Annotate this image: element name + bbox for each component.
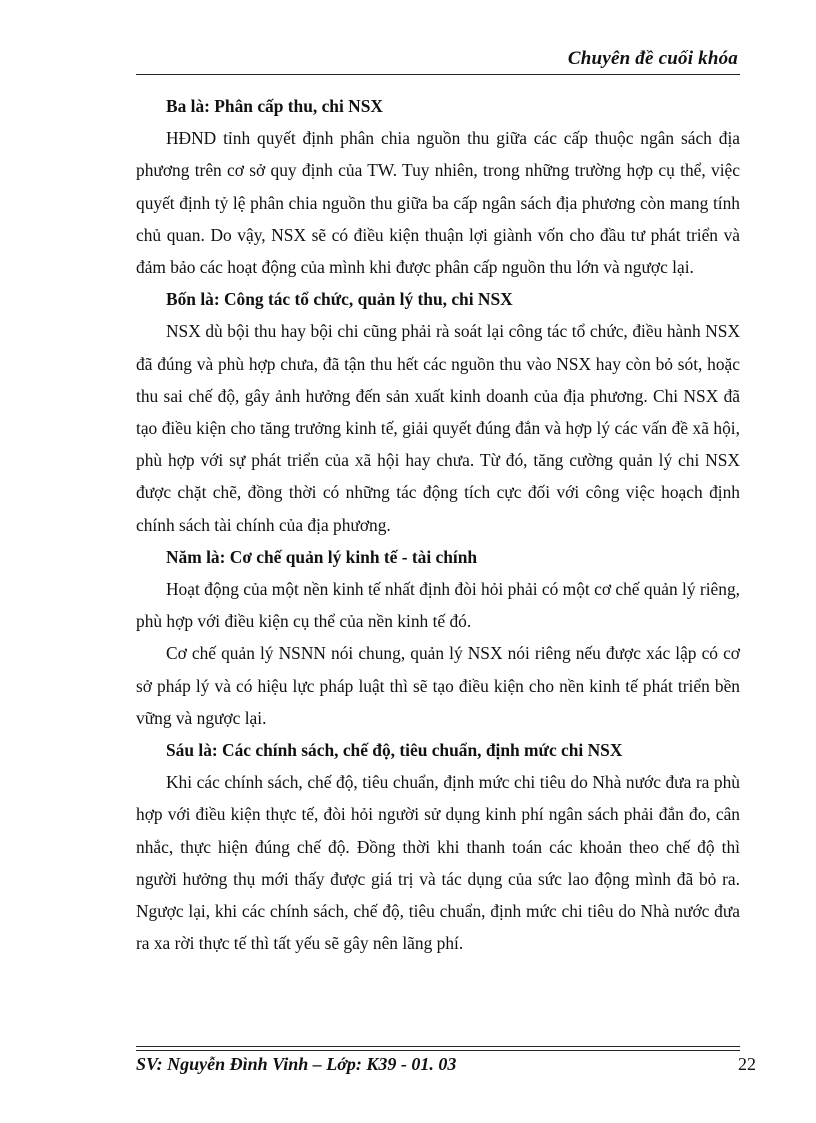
footer-author: SV: Nguyễn Đình Vinh – Lớp: K39 - 01. 03 (136, 1054, 457, 1074)
paragraph-organization-management: NSX dù bội thu hay bội chi cũng phải rà soát lại công tác tổ chức, điều hành NSX đã đúng và phù hợp chưa, đã tận thu hết các nguồn thu vào NSX hay còn bỏ sót, hoặc thu sai chế độ, gây ảnh hưởng đến sản xuất kinh doanh của địa phương. Chi NSX đã tạo điều kiện cho tăng trưởng kinh tế, giải quyết đúng đắn và hợp lý các vấn đề xã hội, phù hợp với sự phát triển của xã hội hay chưa. Từ đó, tăng cường quản lý chi NSX được chặt chẽ, đồng thời có những tác động tích cực đối với công việc hoạch định chính sách tài chính của địa phương. (136, 321, 740, 535)
paragraph-budget-mechanism: Cơ chế quản lý NSNN nói chung, quản lý NSX nói riêng nếu được xác lập có cơ sở pháp lý và có hiệu lực pháp luật thì sẽ tạo điều kiện cho nền kinh tế phát triển bền vững và ngược lại. (136, 643, 740, 728)
paragraph-revenue-allocation: HĐND tỉnh quyết định phân chia nguồn thu giữa các cấp thuộc ngân sách địa phương trên cơ sở quy định của TW. Tuy nhiên, trong những trường hợp cụ thể, việc quyết định tỷ lệ phân chia nguồn thu giữa ba cấp ngân sách địa phương còn mang tính chủ quan. Do vậy, NSX sẽ có điều kiện thuận lợi giành vốn cho đầu tư phát triển và đảm bảo các hoạt động của mình khi được phân cấp nguồn thu lớn và ngược lại. (136, 128, 740, 278)
paragraph-economic-mechanism: Hoạt động của một nền kinh tế nhất định đòi hỏi phải có một cơ chế quản lý riêng, phù hợp với điều kiện cụ thể của nền kinh tế đó. (136, 579, 740, 632)
section-heading-6: Sáu là: Các chính sách, chế độ, tiêu chuẩn, định mức chi NSX (166, 740, 623, 761)
section-heading-4: Bốn là: Công tác tổ chức, quản lý thu, chi NSX (166, 289, 513, 310)
section-heading-3: Ba là: Phân cấp thu, chi NSX (166, 96, 383, 116)
footer-divider (136, 1046, 740, 1051)
document-body (136, 90, 740, 959)
document-header-title: Chuyên đề cuối khóa (567, 48, 738, 69)
paragraph-policies-norms: Khi các chính sách, chế độ, tiêu chuẩn, định mức chi tiêu do Nhà nước đưa ra phù hợp với điều kiện thực tế, đòi hỏi người sử dụng kinh phí ngân sách phải đắn đo, cân nhắc, thực hiện đúng chế độ. Đồng thời khi thanh toán các khoản theo chế độ thì người hưởng thụ mới thấy được giá trị và tác dụng của sức lao động mình đã bỏ ra. Ngược lại, khi các chính sách, chế độ, tiêu chuẩn, định mức chi tiêu do Nhà nước đưa ra xa rời thực tế thì tất yếu sẽ gây nên lãng phí. (136, 772, 740, 954)
section-heading-5: Năm là: Cơ chế quản lý kinh tế - tài chính (166, 546, 478, 567)
page-number: 22 (738, 1054, 756, 1074)
header-divider (136, 74, 740, 75)
